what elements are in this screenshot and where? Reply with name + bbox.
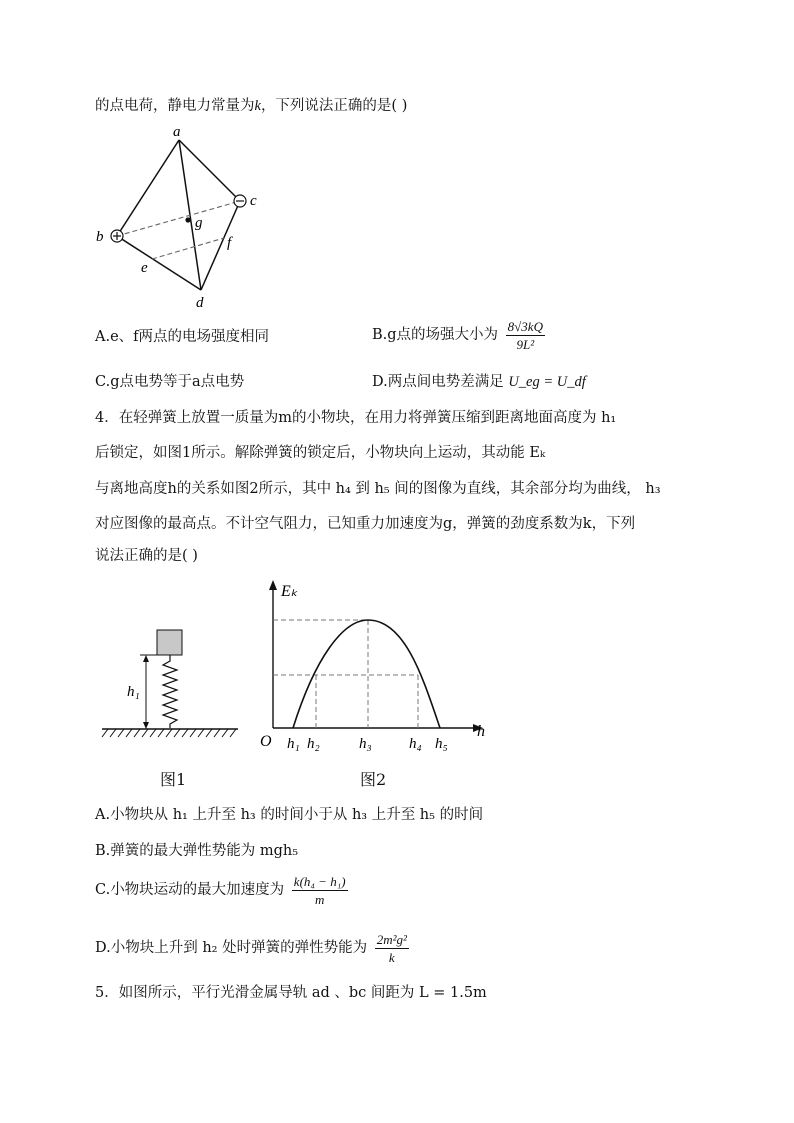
fig2-tick-h5: h₅ (435, 736, 448, 752)
q5-stem: 5．如图所示，平行光滑金属导轨 ad 、bc 间距为 L = 1.5m (95, 985, 487, 1001)
label-c: c (250, 193, 257, 209)
q4-option-c-fraction: $\frac{\text{k(h₄ − h₁)}}{m}$ (293, 873, 346, 907)
q3-option-a: A.e、f两点的电场强度相同 (95, 329, 270, 345)
label-e: e (141, 260, 148, 276)
fig1-h1-label: h₁ (127, 684, 140, 700)
q4-option-c: C.小物块运动的最大加速度为 $\frac{\text{k(h₄ − h₁)}}{m}$ (95, 873, 346, 907)
q4-stem-line-2: 后锁定，如图1所示。解除弹簧的锁定后，小物块向上运动，其动能 Eₖ (95, 445, 546, 461)
q4-option-d-fraction: $\frac{\text{2m²g²}}{k}$ (376, 931, 407, 965)
q4-stem-line-4: 对应图像的最高点。不计空气阻力，已知重力加速度为g，弹簧的劲度系数为k，下列 (95, 516, 636, 532)
q4-figure-2-caption: 图2 (360, 770, 387, 789)
q3-option-d: D.两点间电势差满足 U_eg = U_df (372, 374, 586, 390)
fig2-x-axis-label: h (477, 723, 485, 740)
q4-stem-line-3: 与离地高度h的关系如图2所示，其中 h₄ 到 h₅ 间的图像为直线，其余部分均为曲线， h₃ (95, 481, 661, 497)
label-a: a (173, 124, 181, 140)
q4-stem-line-5: 说法正确的是( ) (95, 548, 198, 564)
q4-option-a: A.小物块从 h₁ 上升至 h₃ 的时间小于从 h₃ 上升至 h₅ 的时间 (95, 807, 484, 823)
fig2-tick-h1: h₁ (287, 736, 300, 752)
q4-figure-1-caption: 图1 (160, 770, 187, 789)
fig2-tick-h4: h₄ (409, 736, 422, 752)
q4-stem-line-1: 4．在轻弹簧上放置一质量为m的小物块，在用力将弹簧压缩到距离地面高度为 h₁ (95, 410, 617, 426)
fig2-tick-h2: h₂ (307, 736, 320, 752)
q3-intro: 的点电荷，静电力常量为k，下列说法正确的是( ) (95, 98, 408, 114)
label-f: f (227, 235, 232, 251)
q3-option-b: B.g点的场强大小为 $\frac{8√3kQ}{\text{9L²}}$ (372, 318, 543, 352)
label-b: b (96, 229, 104, 245)
q4-option-d: D.小物块上升到 h₂ 处时弹簧的弹性势能为 $\frac{\text{2m²g²}}{k}$ (95, 931, 407, 965)
q4-figure-2-graph (255, 578, 495, 758)
fig2-origin-label: O (260, 733, 272, 750)
q3-tetrahedron-figure (90, 120, 280, 315)
q4-figure-1-spring (100, 625, 245, 745)
q3-option-c: C.g点电势等于a点电势 (95, 374, 245, 390)
q4-option-b: B.弹簧的最大弹性势能为 mgh₅ (95, 843, 299, 859)
label-d: d (196, 295, 204, 311)
q3-option-b-fraction: $\frac{8√3kQ}{\text{9L²}}$ (507, 318, 543, 352)
fig2-y-axis-label: Eₖ (281, 583, 298, 600)
fig2-tick-h3: h₃ (359, 736, 372, 752)
label-g: g (195, 215, 203, 231)
